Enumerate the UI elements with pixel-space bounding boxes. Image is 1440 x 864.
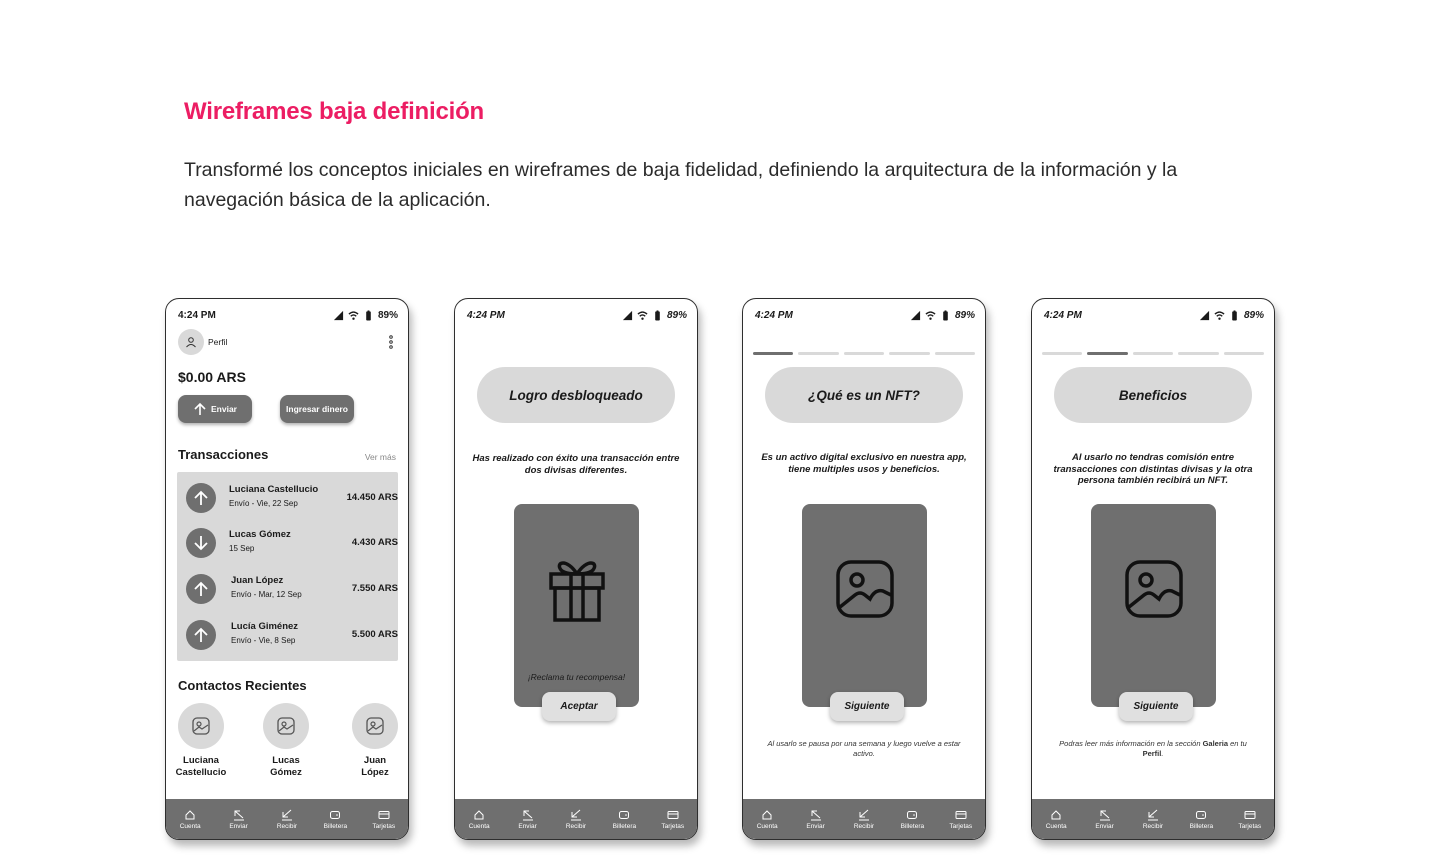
- nft-title: ¿Qué es un NFT?: [765, 367, 963, 423]
- signal-icon: [1199, 310, 1210, 321]
- transaction-row[interactable]: [177, 521, 398, 565]
- see-more-link[interactable]: Ver más: [364, 452, 396, 462]
- nav-label: Recibir: [276, 822, 298, 830]
- card-icon: [955, 809, 967, 821]
- home-icon: [761, 809, 773, 821]
- contact-item[interactable]: [251, 703, 321, 779]
- nft-note: Al usarlo se pausa por una semana y luego vuelve a estar activo.: [767, 739, 961, 758]
- transaction-amount: 14.450 ARS: [346, 492, 398, 503]
- sent-arrow-icon: [186, 620, 216, 650]
- nav-label: Tarjetas: [372, 822, 396, 830]
- nav-tarjetas[interactable]: [939, 809, 983, 830]
- nav-label: Billetera: [323, 822, 348, 830]
- home-icon: [473, 809, 485, 821]
- nft-image-card: [1091, 504, 1216, 707]
- transaction-detail: Envío - Vie, 22 Sep: [229, 499, 298, 508]
- note-text: en tu: [1230, 739, 1247, 748]
- recent-contacts-title: Contactos Recientes: [178, 678, 307, 693]
- battery-level: 89%: [666, 309, 687, 321]
- wifi-icon: [1214, 310, 1225, 321]
- nav-label: Billetera: [900, 822, 925, 830]
- nav-label: Tarjetas: [1238, 822, 1262, 830]
- bottom-navigation: [166, 799, 408, 839]
- status-time: 4:24 PM: [755, 309, 793, 321]
- wallet-icon: [906, 809, 918, 821]
- arrow-up-icon: [193, 402, 207, 416]
- nav-cuenta[interactable]: [1034, 809, 1078, 830]
- progress-step: [1087, 352, 1127, 355]
- balance-amount: $0.00 ARS: [178, 369, 246, 385]
- nav-label: Enviar: [806, 822, 825, 830]
- nav-enviar[interactable]: [794, 809, 838, 830]
- nav-label: Cuenta: [1045, 822, 1067, 830]
- nav-label: Recibir: [853, 822, 875, 830]
- transaction-detail: Envío - Vie, 8 Sep: [231, 636, 296, 645]
- accept-button[interactable]: Aceptar: [542, 692, 616, 721]
- nav-label: Recibir: [1142, 822, 1164, 830]
- image-placeholder-icon: [263, 703, 309, 749]
- transaction-name: Lucía Giménez: [231, 621, 299, 632]
- gift-icon: [545, 554, 609, 624]
- battery-level: 89%: [1243, 309, 1264, 321]
- nav-label: Recibir: [565, 822, 587, 830]
- nav-enviar[interactable]: [217, 809, 261, 830]
- status-bar: [467, 309, 687, 321]
- benefits-title: Beneficios: [1054, 367, 1252, 423]
- receive-arrow-icon: [281, 809, 293, 821]
- note-profile: Perfil: [1142, 748, 1162, 758]
- nav-billetera[interactable]: [890, 809, 934, 830]
- battery-level: 89%: [377, 309, 398, 321]
- phone-benefits-screen: [1031, 298, 1275, 840]
- nav-cuenta[interactable]: [168, 809, 212, 830]
- bottom-navigation: [743, 799, 985, 839]
- signal-icon: [910, 310, 921, 321]
- nav-label: Tarjetas: [661, 822, 685, 830]
- send-arrow-icon: [810, 809, 822, 821]
- send-button[interactable]: [178, 395, 252, 423]
- image-placeholder-icon: [1124, 559, 1184, 619]
- receive-arrow-icon: [570, 809, 582, 821]
- status-bar: [178, 309, 398, 321]
- receive-arrow-icon: [1147, 809, 1159, 821]
- transaction-detail: Envío - Mar, 12 Sep: [231, 590, 302, 599]
- wifi-icon: [925, 310, 936, 321]
- nav-label: Cuenta: [468, 822, 490, 830]
- phone-nft-intro-screen: [742, 298, 986, 840]
- transaction-name: Luciana Castellucio: [229, 484, 319, 495]
- profile-label[interactable]: Perfil: [208, 337, 228, 347]
- send-button-label: Enviar: [211, 404, 237, 414]
- transaction-row[interactable]: [177, 613, 398, 657]
- section-title: Wireframes baja definición: [184, 98, 485, 125]
- bottom-navigation: [455, 799, 697, 839]
- nav-billetera[interactable]: [313, 809, 357, 830]
- image-placeholder-icon: [352, 703, 398, 749]
- receive-arrow-icon: [858, 809, 870, 821]
- signal-icon: [622, 310, 633, 321]
- nav-billetera[interactable]: [1179, 809, 1223, 830]
- progress-step: [889, 352, 929, 355]
- home-icon: [1050, 809, 1062, 821]
- card-icon: [1244, 809, 1256, 821]
- nav-label: Billetera: [612, 822, 637, 830]
- phone-achievement-screen: [454, 298, 698, 840]
- nav-label: Tarjetas: [949, 822, 973, 830]
- profile-avatar[interactable]: [178, 329, 204, 355]
- note-gallery: Galeria: [1202, 739, 1229, 748]
- battery-icon: [940, 310, 951, 321]
- battery-icon: [363, 310, 374, 321]
- nav-label: Cuenta: [179, 822, 201, 830]
- wallet-icon: [1195, 809, 1207, 821]
- progress-step: [753, 352, 793, 355]
- status-bar: [1044, 309, 1264, 321]
- sent-arrow-icon: [186, 574, 216, 604]
- battery-level: 89%: [954, 309, 975, 321]
- nav-label: Enviar: [1095, 822, 1114, 830]
- image-placeholder-icon: [835, 559, 895, 619]
- nav-enviar[interactable]: [1083, 809, 1127, 830]
- nav-label: Enviar: [229, 822, 248, 830]
- status-time: 4:24 PM: [178, 309, 216, 321]
- note-text: Podras leer más información en la sección: [1059, 739, 1201, 748]
- progress-step: [1042, 352, 1082, 355]
- nft-description: Es un activo digital exclusivo en nuestra app, tiene multiples usos y beneficios.: [761, 452, 967, 475]
- transaction-name: Juan López: [231, 575, 284, 586]
- home-icon: [184, 809, 196, 821]
- transaction-amount: 4.430 ARS: [351, 537, 398, 548]
- nav-label: Cuenta: [756, 822, 778, 830]
- signal-icon: [333, 310, 344, 321]
- nav-recibir[interactable]: [1131, 809, 1175, 830]
- nav-recibir[interactable]: [554, 809, 598, 830]
- status-time: 4:24 PM: [1044, 309, 1082, 321]
- nav-cuenta[interactable]: [745, 809, 789, 830]
- transaction-amount: 5.500 ARS: [351, 629, 398, 640]
- onboarding-progress: [1042, 352, 1264, 355]
- more-options-icon[interactable]: [388, 335, 394, 349]
- contact-item[interactable]: [166, 703, 236, 779]
- achievement-description: Has realizado con éxito una transacción entre dos divisas diferentes.: [472, 453, 680, 476]
- nav-recibir[interactable]: [265, 809, 309, 830]
- deposit-button-label: Ingresar dinero: [286, 404, 348, 414]
- send-arrow-icon: [522, 809, 534, 821]
- nav-tarjetas[interactable]: [1228, 809, 1272, 830]
- received-arrow-icon: [186, 528, 216, 558]
- progress-step: [1178, 352, 1218, 355]
- nav-cuenta[interactable]: [457, 809, 501, 830]
- transactions-list: [177, 472, 398, 661]
- status-bar: [755, 309, 975, 321]
- status-time: 4:24 PM: [467, 309, 505, 321]
- transaction-amount: 7.550 ARS: [351, 583, 398, 594]
- battery-icon: [1229, 310, 1240, 321]
- progress-step: [1224, 352, 1264, 355]
- nav-enviar[interactable]: [506, 809, 550, 830]
- transaction-detail: 15 Sep: [229, 544, 255, 553]
- send-arrow-icon: [233, 809, 245, 821]
- achievement-title: Logro desbloqueado: [477, 367, 675, 423]
- nav-label: Billetera: [1189, 822, 1214, 830]
- bottom-navigation: [1032, 799, 1274, 839]
- contact-name: Lucas Gómez: [270, 755, 302, 778]
- nav-recibir[interactable]: [842, 809, 886, 830]
- nav-tarjetas[interactable]: [362, 809, 406, 830]
- transaction-row[interactable]: [177, 476, 398, 520]
- card-icon: [378, 809, 390, 821]
- card-icon: [667, 809, 679, 821]
- nav-label: Enviar: [518, 822, 537, 830]
- progress-step: [798, 352, 838, 355]
- nav-tarjetas[interactable]: [651, 809, 695, 830]
- wallet-icon: [329, 809, 341, 821]
- transaction-name: Lucas Gómez: [229, 529, 291, 540]
- send-arrow-icon: [1099, 809, 1111, 821]
- phone-home-screen: [165, 298, 409, 840]
- transaction-row[interactable]: [177, 567, 398, 611]
- image-placeholder-icon: [178, 703, 224, 749]
- contact-name: Luciana Castellucio: [175, 755, 227, 778]
- progress-step: [1133, 352, 1173, 355]
- progress-step: [844, 352, 884, 355]
- contact-item[interactable]: [340, 703, 409, 779]
- next-button[interactable]: Siguiente: [1119, 692, 1193, 721]
- nav-billetera[interactable]: [602, 809, 646, 830]
- contact-name: Juan López: [361, 755, 389, 778]
- battery-icon: [652, 310, 663, 321]
- benefits-note: Podras leer más información en la sección Galeria en tu Perfil.: [1059, 739, 1247, 758]
- benefits-description: Al usarlo no tendras comisión entre transacciones con distintas divisas y la otra persona también recibirá un NFT.: [1053, 452, 1253, 486]
- deposit-button[interactable]: [280, 395, 354, 423]
- transactions-title: Transacciones: [178, 447, 269, 462]
- section-description: Transformé los conceptos iniciales en wireframes de baja fidelidad, definiendo la arquitectura de la información y la navegación básica de la aplicación.: [184, 159, 1178, 211]
- reward-card: [514, 504, 639, 707]
- next-button[interactable]: Siguiente: [830, 692, 904, 721]
- nft-image-card: [802, 504, 927, 707]
- wifi-icon: [348, 310, 359, 321]
- user-icon: [185, 336, 197, 348]
- wallet-icon: [618, 809, 630, 821]
- progress-step: [935, 352, 975, 355]
- claim-reward-text: ¡Reclama tu recompensa!: [527, 672, 626, 682]
- onboarding-progress: [753, 352, 975, 355]
- wifi-icon: [637, 310, 648, 321]
- sent-arrow-icon: [186, 483, 216, 513]
